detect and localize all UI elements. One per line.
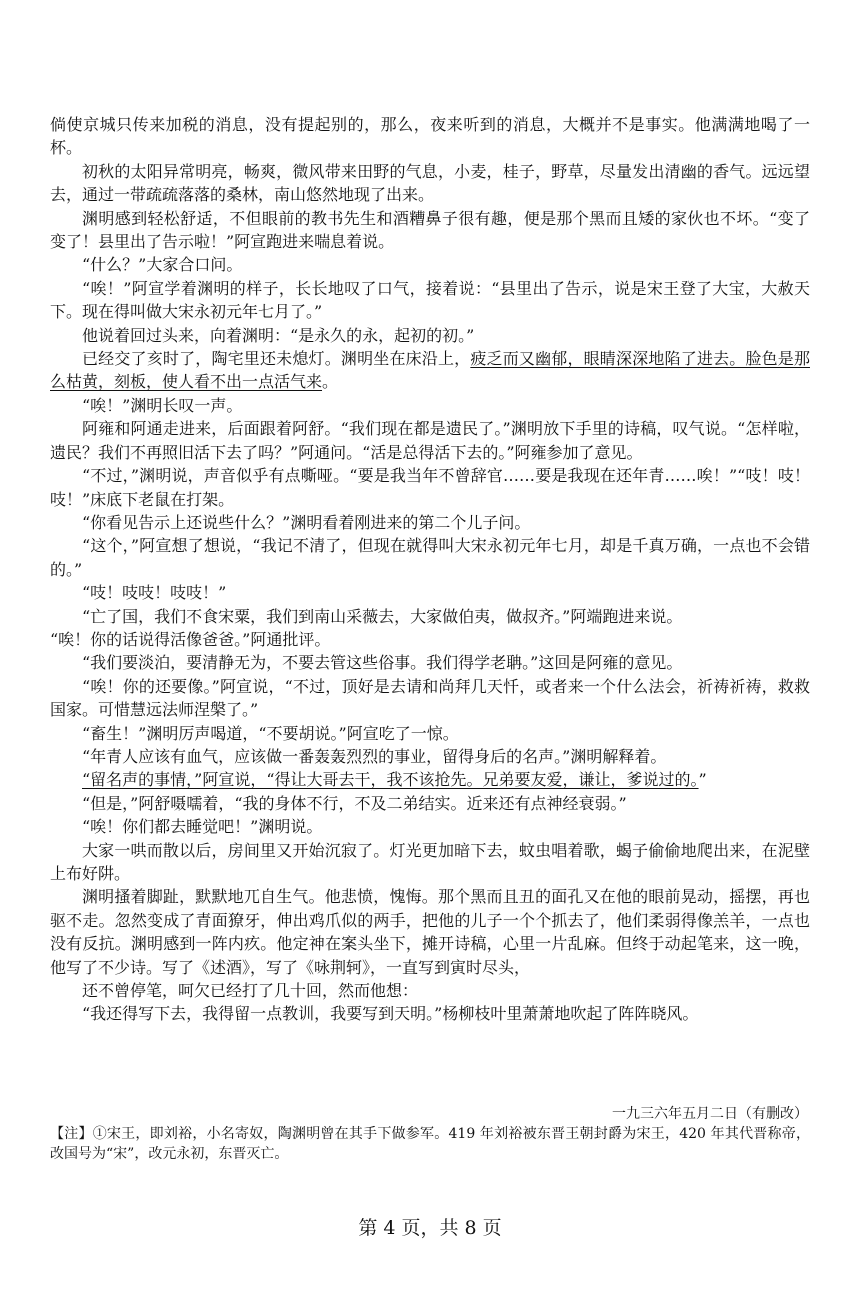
page-number: 第 4 页，共 8 页 <box>358 1217 502 1239</box>
paragraph: “唉！”渊明长叹一声。 <box>82 395 243 415</box>
paragraph: “什么？”大家合口问。 <box>82 255 243 275</box>
paragraph: 渊明搔着脚趾，默默地兀自生气。他悲愤，愧悔。那个黑而且丑的面孔又在他的眼前晃动，摇摆，再也驱不走。忽然变成了青面獠牙，伸出鸡爪似的两手，把他的儿子一个个抓去了，他们柔弱得像羔羊，一点也没有反抗。渊明感到一阵内疚。他定神在案头坐下，摊开诗稿，心里一片乱麻。但终于动起笔来，这一晚，他写了不少诗。写了《述酒》，写了《咏荆轲》，一直写到寅时尽头， <box>50 887 810 977</box>
paragraph: 还不曾停笔，呵欠已经打了几十回，然而他想： <box>82 981 419 1001</box>
paragraph: 他说着回过头来，向着渊明：“是永久的永，起初的初。” <box>82 325 475 345</box>
text-segment: ” <box>698 770 707 790</box>
paragraph: “畜生！”渊明厉声喝道，“不要胡说。”阿宣吃了一惊。 <box>82 723 459 743</box>
paragraph: “但是，”阿舒嗫嚅着，“我的身体不行，不及二弟结实。近来还有点神经衰弱。” <box>82 793 627 813</box>
date-line: 一九三六年五月二日（有删改） <box>612 1106 808 1122</box>
paragraph: “唉！你的话说得活像爸爸。”阿通批评。 <box>50 629 331 649</box>
paragraph: “唉！你的还要像。”阿宣说，“不过，顶好是去请和尚拜几天忏，或者来一个什么法会，祈祷祈祷，救救国家。可惜慧远法师涅槃了。” <box>50 676 810 720</box>
paragraph-underlined <box>50 768 810 791</box>
paragraph: “唉！你们都去睡觉吧！”渊明说。 <box>82 817 323 837</box>
story-text <box>50 113 810 1026</box>
paragraph: “我还得写下去，我得留一点教训，我要写到天明。”杨柳枝叶里萧萧地吹起了阵阵晓风。 <box>82 1004 699 1024</box>
paragraph: “吱！吱吱！吱吱！” <box>82 583 227 603</box>
paragraph: “唉！”阿宣学着渊明的样子，长长地叹了口气，接着说：“县里出了告示，说是宋王登了大宝，大赦天下。现在得叫做大宋永初元年七月了。” <box>50 278 810 322</box>
paragraph-underlined <box>50 347 810 394</box>
paragraph: “这个，”阿宣想了想说，“我记不清了，但现在就得叫大宋永初元年七月，却是千真万确，一点也不会错的。” <box>50 536 810 579</box>
annotation-note: 【注】①宋王，即刘裕，小名寄奴，陶渊明曾在其手下做参军。419 年刘裕被东晋王朝封爵为宋王，420 年其代晋称帝，改国号为“宋”，改元永初，东晋灭亡。 <box>50 1126 810 1162</box>
paragraph: “你看见告示上还说些什么？”渊明看着刚进来的第二个儿子问。 <box>82 512 531 532</box>
underlined-passage: 疲乏而又幽郁，眼睛深深地陷了进去。脸色是那么枯黄，刻板，使人看不出一点活气来 <box>50 349 810 392</box>
paragraph: “我们要淡泊，要清静无为，不要去管这些俗事。我们得学老聃。”这回是阿雍的意见。 <box>82 653 683 673</box>
underlined-passage: “留名声的事情，”阿宣说，“得让大哥去干，我不该抢先。兄弟要友爱，谦让，爹说过的。 <box>82 770 699 790</box>
text-segment: 已经交了亥时了，陶宅里还未熄灯。渊明坐在床沿上， <box>82 349 471 369</box>
paragraph: 阿雍和阿通走进来，后面跟着阿舒。“我们现在都是遗民了。”渊明放下手里的诗稿，叹气说。“怎样啦，遗民？我们不再照旧活下去了吗？”阿通问。“活是总得活下去的。”阿雍参加了意见。 <box>50 419 810 462</box>
paragraph: 倘使京城只传来加税的消息，没有提起别的，那么，夜来听到的消息，大概并不是事实。他满满地喝了一杯。 <box>50 115 810 158</box>
paragraph: “亡了国，我们不食宋粟，我们到南山采薇去，大家做伯夷，做叔齐。”阿端跑进来说。 <box>82 606 683 626</box>
paragraph: 初秋的太阳异常明亮，畅爽，微风带来田野的气息，小麦，桂子，野草，尽量发出清幽的香气。远远望去，通过一带疏疏落落的桑林，南山悠然地现了出来。 <box>50 161 810 205</box>
text-segment: 。 <box>322 372 339 392</box>
paragraph: 大家一哄而散以后，房间里又开始沉寂了。灯光更加暗下去，蚊虫唱着歌，蝎子偷偷地爬出来，在泥壁上布好阱。 <box>50 840 810 883</box>
paragraph: “不过，”渊明说，声音似乎有点嘶哑。“要是我当年不曾辞官……要是我现在还年青……唉！”“吱！吱！吱！”床底下老鼠在打架。 <box>50 466 810 509</box>
paragraph: 渊明感到轻松舒适，不但眼前的教书先生和酒糟鼻子很有趣，便是那个黑而且矮的家伙也不坏。“变了变了！县里出了告示啦！”阿宣跑进来喘息着说。 <box>50 208 810 252</box>
paragraph: “年青人应该有血气，应该做一番轰轰烈烈的事业，留得身后的名声。”渊明解释着。 <box>82 746 667 766</box>
